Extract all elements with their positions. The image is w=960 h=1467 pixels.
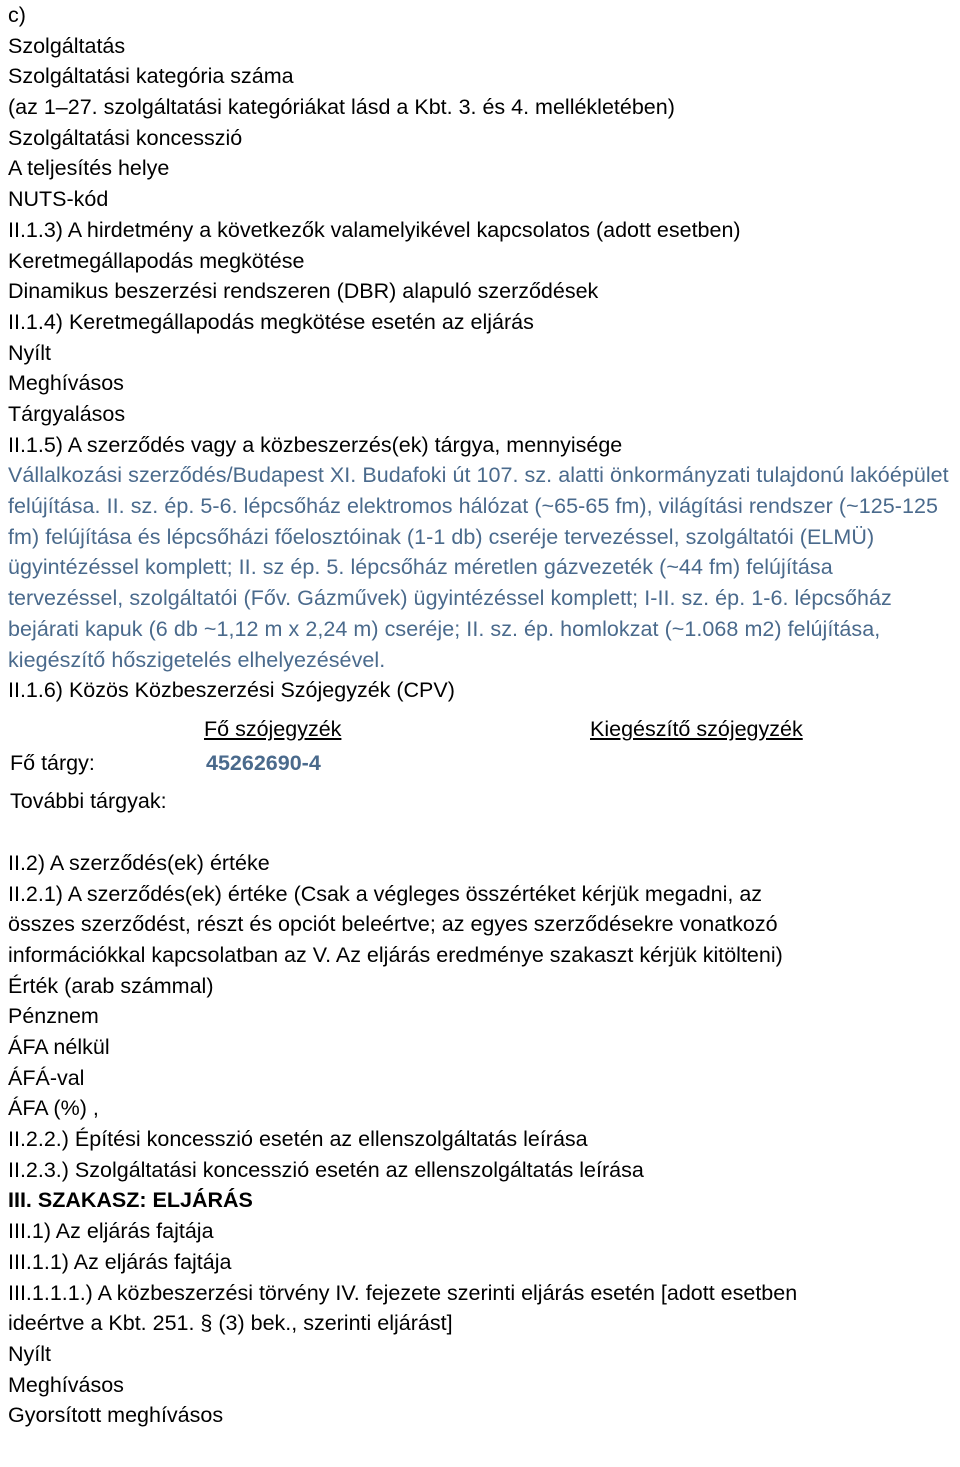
heading-ii-1-6: II.1.6) Közös Közbeszerzési Szójegyzék (CPV) [8, 678, 455, 703]
line-dynamic-purchasing: Dinamikus beszerzési rendszeren (DBR) alapuló szerződések [8, 279, 599, 304]
heading-ii-2: II.2) A szerződés(ek) értéke [8, 850, 270, 875]
section-label-c: c) [8, 3, 26, 27]
cpv-main-object-row [8, 744, 952, 784]
line-iii-1-1-1-cont: ideértve a Kbt. 251. § (3) bek., szerinti eljárást] [8, 1311, 453, 1336]
heading-ii-1-4: II.1.4) Keretmegállapodás megkötése esetén az eljárás [8, 309, 534, 334]
line-service-concession: Szolgáltatási koncesszió [8, 125, 243, 150]
heading-ii-1-3: II.1.3) A hirdetmény a következők valamelyikével kapcsolatos (adott esetben) [8, 217, 741, 242]
heading-ii-2-2: II.2.2.) Építési koncesszió esetén az ellenszolgáltatás leírása [8, 1127, 588, 1152]
option-negotiated: Tárgyalásos [8, 401, 126, 426]
option-open: Nyílt [8, 340, 51, 365]
line-ii-2-1-cont1: összes szerződést, részt és opciót beleértve; az egyes szerződésekre vonatkozó [8, 912, 778, 937]
cpv-additional-row [8, 786, 952, 848]
additional-objects-label: További tárgyak: [10, 788, 167, 813]
procedure-section [8, 1216, 952, 1431]
line-category-number: Szolgáltatási kategória száma [8, 64, 294, 89]
heading-ii-1-5: II.1.5) A szerződés vagy a közbeszerzés(ek) tárgya, mennyisége [8, 432, 623, 457]
line-ii-2-1-cont2: információkkal kapcsolatban az V. Az eljárás eredménye szakaszt kérjük kitölteni) [8, 942, 783, 967]
procedure-restricted: Meghívásos [8, 1372, 124, 1397]
heading-ii-2-3: II.2.3.) Szolgáltatási koncesszió esetén az ellenszolgáltatás leírása [8, 1157, 644, 1182]
heading-iii-1-1: III.1.1) Az eljárás fajtája [8, 1249, 232, 1274]
line-place-of-performance: A teljesítés helye [8, 156, 170, 181]
cpv-header-row [8, 706, 952, 742]
option-restricted: Meghívásos [8, 371, 124, 396]
main-object-label: Fő tárgy: [10, 751, 95, 776]
heading-iii-1-1-1: III.1.1.1.) A közbeszerzési törvény IV. fejezete szerinti eljárás esetén [adott esetben [8, 1280, 798, 1305]
heading-iii-1: III.1) Az eljárás fajtája [8, 1219, 214, 1244]
line-category-note: (az 1–27. szolgáltatási kategóriákat lásd a Kbt. 3. és 4. mellékletében) [8, 95, 675, 120]
procedure-open: Nyílt [8, 1341, 51, 1366]
contract-description: Vállalkozási szerződés/Budapest XI. Budafoki út 107. sz. alatti önkormányzati tulajdonú lakóépület felújítása. II. sz. ép. 5-6. lépcsőház elektromos hálózat (~65-65 fm), világítási rendszer (~125-125 fm) felújítása és lépcsőházi főelosztóinak (1-1 db) cseréje tervezéssel, szolgáltatói (ELMÜ) ügyintézéssel komplett; II. sz ép. 5. lépcsőház méretlen gázvezeték (~44 fm) felújítása tervezéssel, szolgáltatói (Főv. Gázművek) ügyintézéssel komplett; I-II. sz. ép. 1-6. lépcsőház bejárati kapuk (6 db ~1,12 m x 2,24 m) cseréje; II. sz. ép. homlokzat (~1.068 m2) felújítása, kiegészítő hőszigetelés elhelyezésével. [8, 463, 949, 672]
line-vat-percent: ÁFA (%) , [8, 1096, 99, 1121]
top-section [8, 0, 952, 460]
line-currency: Pénznem [8, 1004, 99, 1029]
main-vocabulary-header: Fő szójegyzék [204, 716, 342, 741]
line-without-vat: ÁFA nélkül [8, 1035, 110, 1060]
section-iii-heading: III. SZAKASZ: ELJÁRÁS [8, 1188, 253, 1213]
line-nuts-code: NUTS-kód [8, 187, 109, 212]
main-object-code: 45262690-4 [206, 751, 321, 776]
supplementary-vocabulary-header: Kiegészítő szójegyzék [590, 716, 803, 741]
cpv-table [8, 706, 952, 848]
heading-ii-2-1: II.2.1) A szerződés(ek) értéke (Csak a végleges összértéket kérjük megadni, az [8, 881, 763, 906]
value-section [8, 848, 952, 1186]
line-framework-agreement: Keretmegállapodás megkötése [8, 248, 305, 273]
line-value-arabic: Érték (arab számmal) [8, 973, 214, 998]
procedure-accelerated-restricted: Gyorsított meghívásos [8, 1403, 224, 1428]
line-szolgaltatas: Szolgáltatás [8, 33, 126, 58]
line-with-vat: ÁFÁ-val [8, 1065, 85, 1090]
